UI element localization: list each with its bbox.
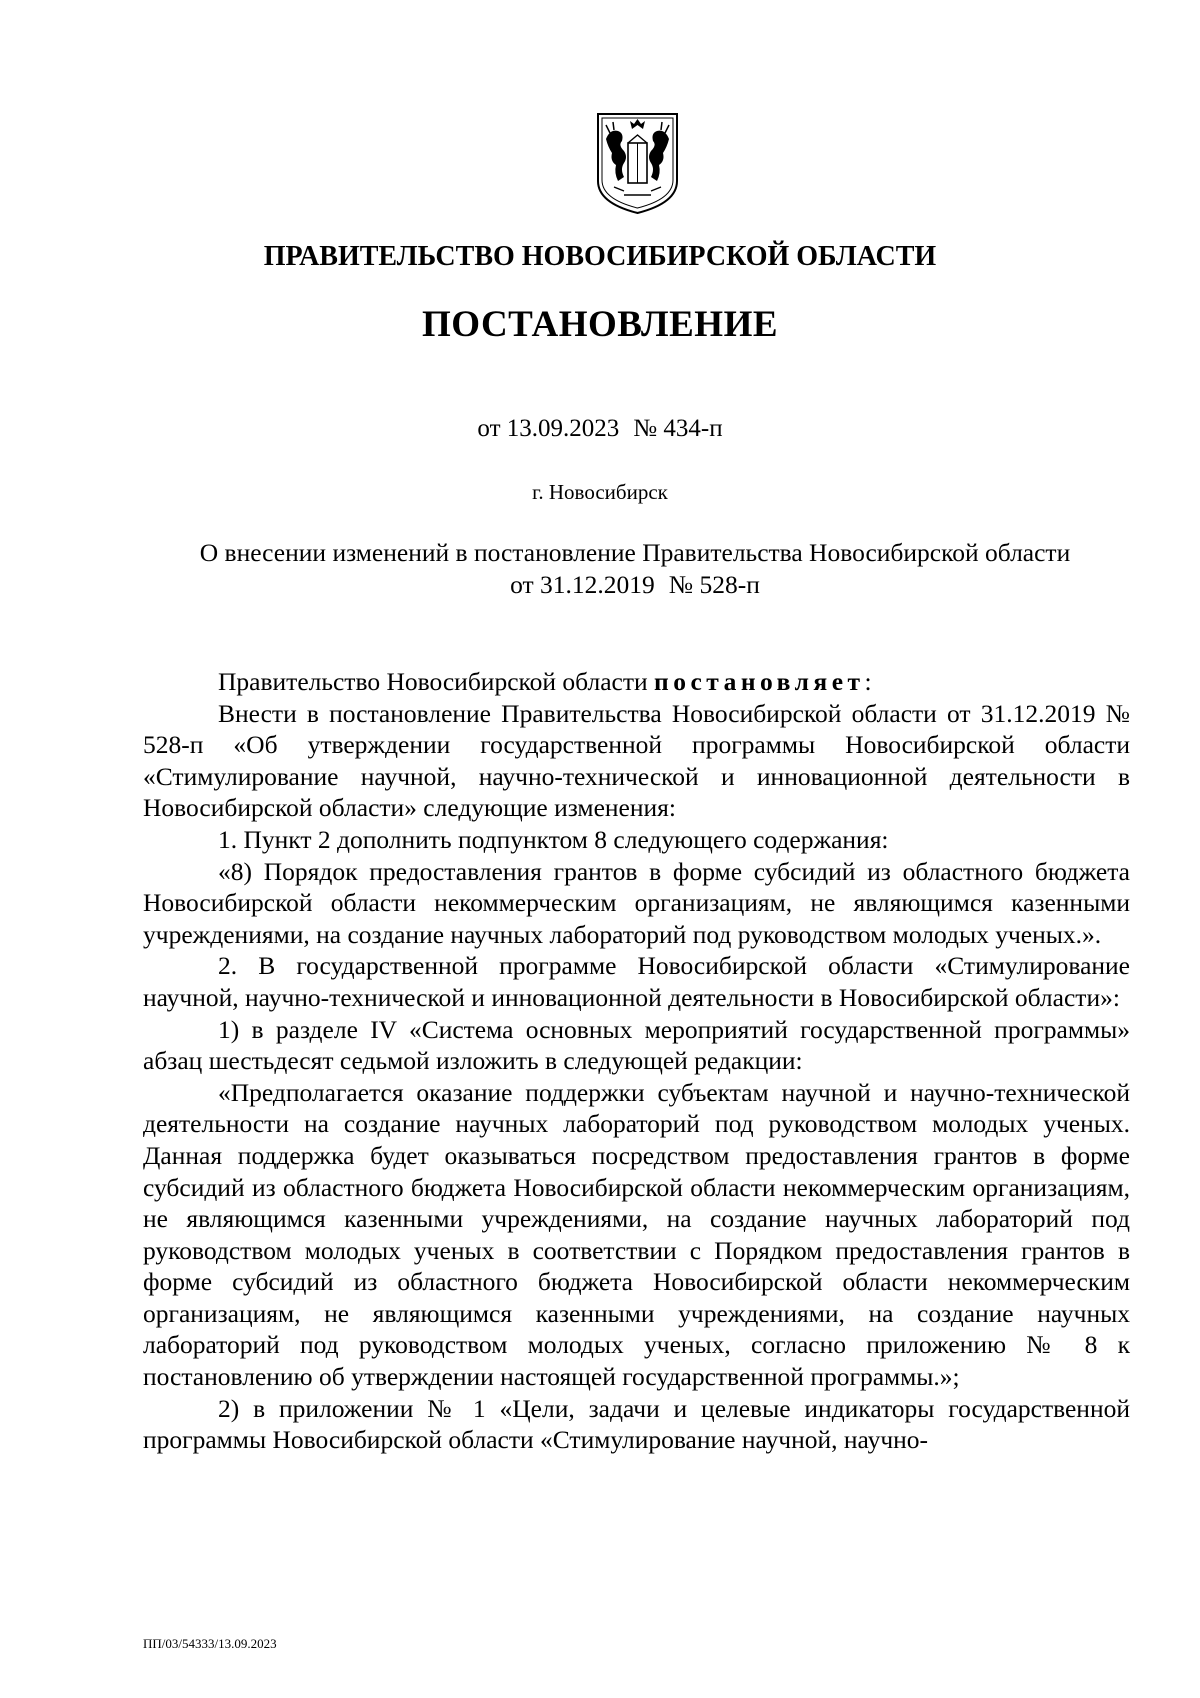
title-date: 31.12.2019 [540, 570, 655, 599]
footer-document-code: ПП/03/54333/13.09.2023 [143, 1636, 277, 1651]
intro-colon: : [864, 667, 872, 696]
intro-paragraph [143, 666, 1130, 698]
body-paragraph: «8) Порядок предоставления грантов в форме субсидий из областного бюджета Новосибирской области некоммерческим организациям, не являющимся казенными учреждениями, на создание научных лабораторий под руководством молодых ученых.». [143, 856, 1130, 949]
body-paragraph: «Предполагается оказание поддержки субъектам научной и научно-технической деятельности на создание научных лабораторий под руководством молодых ученых. Данная поддержка будет оказываться посредством предоставления грантов в форме субсидий из областного бюджета Новосибирской области некоммерческим организациям, не являющимся казенными учреждениями, на создание научных лабораторий под руководством молодых ученых в соответствии с Порядком предоставления грантов в форме субсидий из областного бюджета Новосибирской области некоммерческим организациям, не являющимся казенными учреждениями, на создание научных лабораторий под руководством молодых ученых, согласно приложению № 8 к постановлению об утверждении настоящей государственной программы.»; [143, 1077, 1130, 1392]
document-type: ПОСТАНОВЛЕНИЕ [421, 304, 779, 345]
body-paragraph: 1) в разделе IV «Система основных мероприятий государственной программы» абзац шестьдесят седьмой изложить в следующей редакции: [143, 1014, 1130, 1076]
body-paragraph: Внести в постановление Правительства Новосибирской области от 31.12.2019 № 528-п «Об утверждении государственной программы Новосибирской области «Стимулирование научной, научно-технической и инновационной деятельности в Новосибирской области» следующие изменения: [143, 698, 1130, 823]
coat-of-arms-icon [594, 111, 681, 216]
document-number: № 434-п [633, 415, 723, 442]
organization-name: ПРАВИТЕЛЬСТВО НОВОСИБИРСКОЙ ОБЛАСТИ [263, 241, 937, 272]
document-title [140, 537, 1130, 601]
title-date-prefix: от [510, 570, 534, 599]
title-line-1: О внесении изменений в постановление Правительства Новосибирской области [199, 538, 1071, 567]
document-city: г. Новосибирск [532, 480, 668, 504]
document-date-line [0, 414, 1200, 444]
intro-text: Правительство Новосибирской области [218, 667, 654, 696]
date-prefix: от [477, 415, 501, 442]
intro-spaced-word: постановляет [654, 667, 865, 696]
body-paragraph: 2. В государственной программе Новосибирской области «Стимулирование научной, научно-технической и инновационной деятельности в Новосибирской области»: [143, 951, 1130, 1012]
document-date: 13.09.2023 [506, 415, 620, 442]
body-paragraph: 1. Пункт 2 дополнить подпунктом 8 следующего содержания: [218, 824, 889, 854]
title-line-2 [140, 569, 1130, 601]
body-paragraph: 2) в приложении № 1 «Цели, задачи и целевые индикаторы государственной программы Новосибирской области «Стимулирование научной, научно- [143, 1393, 1130, 1455]
title-number: № 528-п [668, 570, 760, 599]
document-body [143, 666, 1130, 1456]
